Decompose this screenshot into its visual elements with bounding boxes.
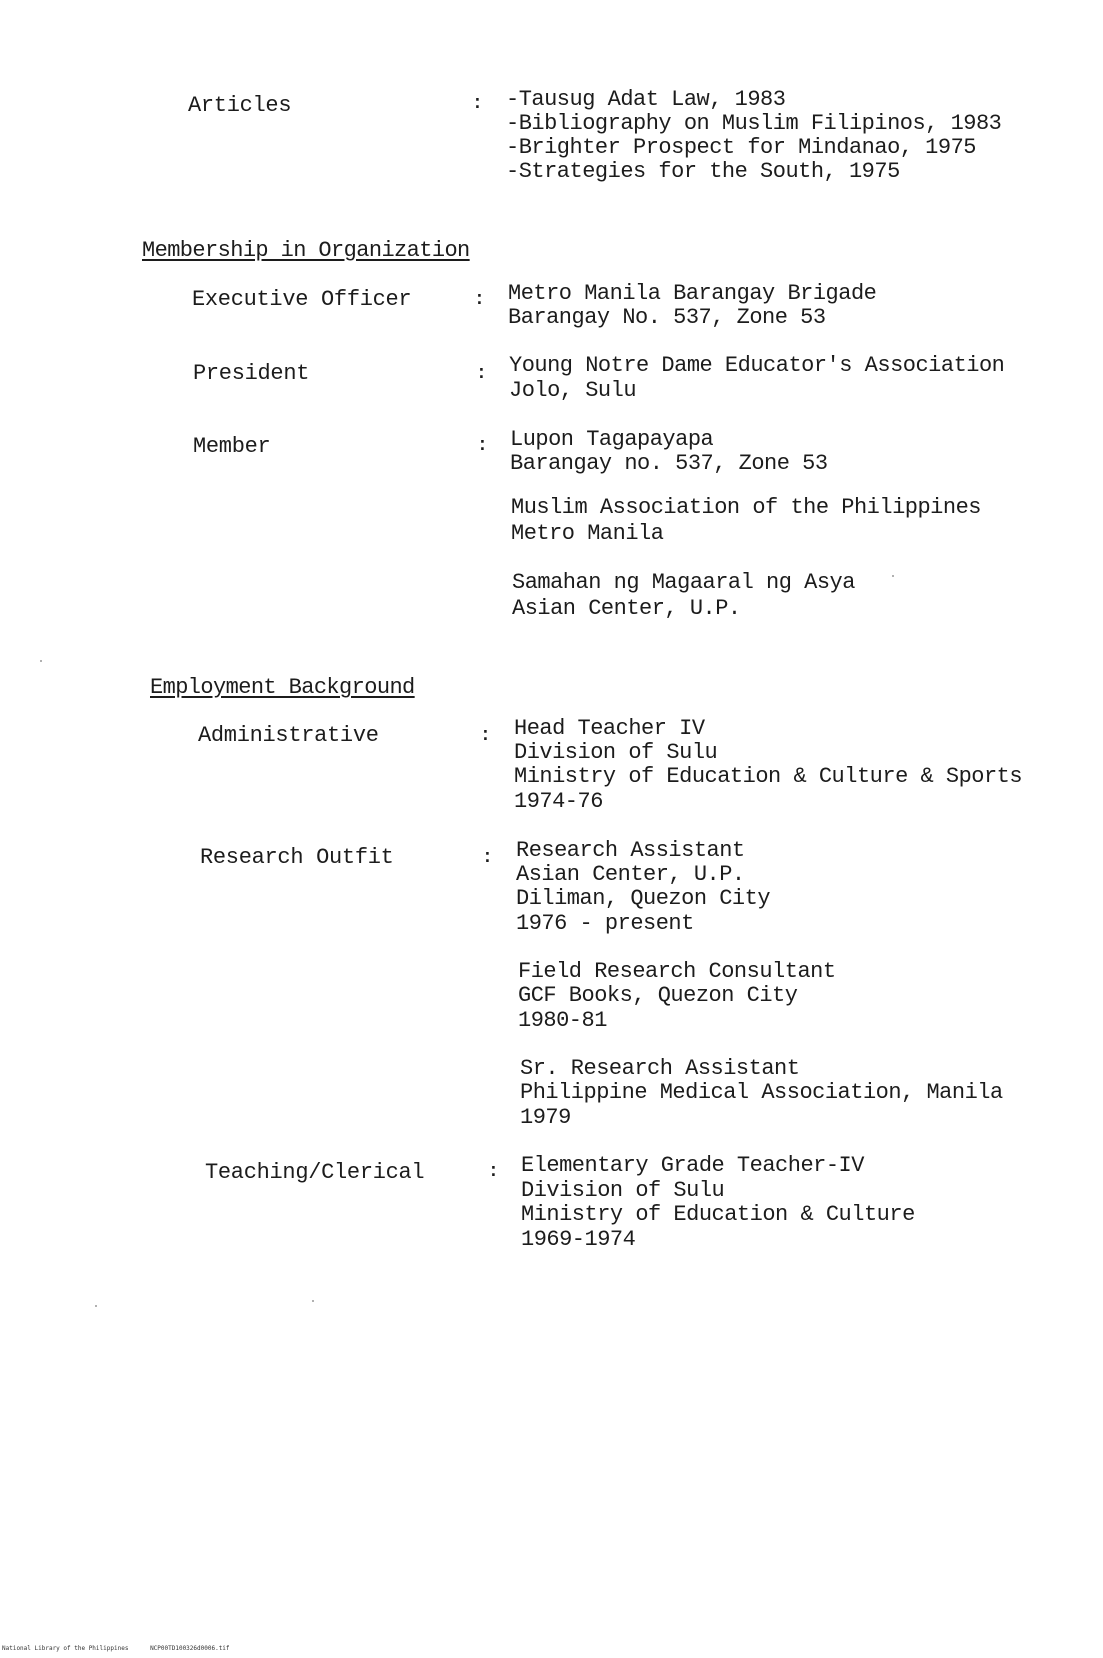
- employment-line: Research Assistant: [516, 838, 745, 863]
- footer-filename: NCP00TD100326d0006.tif: [150, 1645, 230, 1652]
- teaching-clerical-label: Teaching/Clerical: [205, 1160, 425, 1185]
- employment-line: Division of Sulu: [514, 740, 718, 765]
- employment-line: Division of Sulu: [521, 1178, 725, 1203]
- employment-line: Asian Center, U.P.: [516, 862, 745, 887]
- employment-heading: Employment Background: [150, 675, 415, 700]
- research-outfit-label: Research Outfit: [200, 845, 394, 870]
- articles-label: Articles: [188, 93, 292, 118]
- employment-line: Philippine Medical Association, Manila: [520, 1080, 1003, 1105]
- teaching-clerical-colon: :: [488, 1162, 499, 1182]
- footer-library: National Library of the Philippines: [2, 1645, 129, 1652]
- executive-officer-label: Executive Officer: [192, 287, 412, 312]
- president-label: President: [193, 361, 310, 386]
- president-colon: :: [476, 364, 487, 384]
- article-item: -Strategies for the South, 1975: [506, 159, 900, 184]
- article-item: -Tausug Adat Law, 1983: [506, 87, 786, 112]
- scan-speck: [40, 660, 42, 662]
- membership-line: Metro Manila: [511, 521, 664, 546]
- membership-heading: Membership in Organization: [142, 238, 470, 263]
- member-colon: :: [477, 436, 488, 456]
- scan-speck: [95, 1305, 97, 1307]
- article-item: -Brighter Prospect for Mindanao, 1975: [506, 135, 976, 160]
- employment-line: Ministry of Education & Culture & Sports: [514, 764, 1023, 789]
- employment-line: 1979: [520, 1105, 571, 1130]
- membership-line: Samahan ng Magaaral ng Asya: [512, 570, 855, 595]
- membership-line: Jolo, Sulu: [509, 378, 637, 403]
- membership-line: Barangay no. 537, Zone 53: [510, 451, 828, 476]
- employment-line: 1980-81: [518, 1008, 607, 1033]
- membership-line: Barangay No. 537, Zone 53: [508, 305, 826, 330]
- research-outfit-colon: :: [482, 848, 493, 868]
- membership-line: Young Notre Dame Educator's Association: [509, 353, 1005, 378]
- articles-colon: :: [472, 94, 483, 114]
- membership-line: Asian Center, U.P.: [512, 596, 741, 621]
- employment-line: Sr. Research Assistant: [520, 1056, 800, 1081]
- employment-line: 1969-1974: [521, 1227, 636, 1252]
- administrative-label: Administrative: [198, 723, 379, 748]
- employment-line: 1976 - present: [516, 911, 694, 936]
- article-item: -Bibliography on Muslim Filipinos, 1983: [506, 111, 1002, 136]
- employment-line: Field Research Consultant: [518, 959, 836, 984]
- scan-speck: [312, 1300, 314, 1302]
- administrative-colon: :: [480, 726, 491, 746]
- membership-line: Metro Manila Barangay Brigade: [508, 281, 877, 306]
- employment-line: Ministry of Education & Culture: [521, 1202, 915, 1227]
- membership-line: Lupon Tagapayapa: [510, 427, 714, 452]
- executive-officer-colon: :: [474, 290, 485, 310]
- employment-line: Head Teacher IV: [514, 716, 705, 741]
- employment-line: Elementary Grade Teacher-IV: [521, 1153, 864, 1178]
- employment-line: Diliman, Quezon City: [516, 886, 771, 911]
- membership-line: Muslim Association of the Philippines: [511, 495, 981, 520]
- member-label: Member: [193, 434, 271, 459]
- employment-line: GCF Books, Quezon City: [518, 983, 798, 1008]
- employment-line: 1974-76: [514, 789, 603, 814]
- scan-speck: [892, 575, 894, 577]
- scan-footer: [2, 1645, 248, 1652]
